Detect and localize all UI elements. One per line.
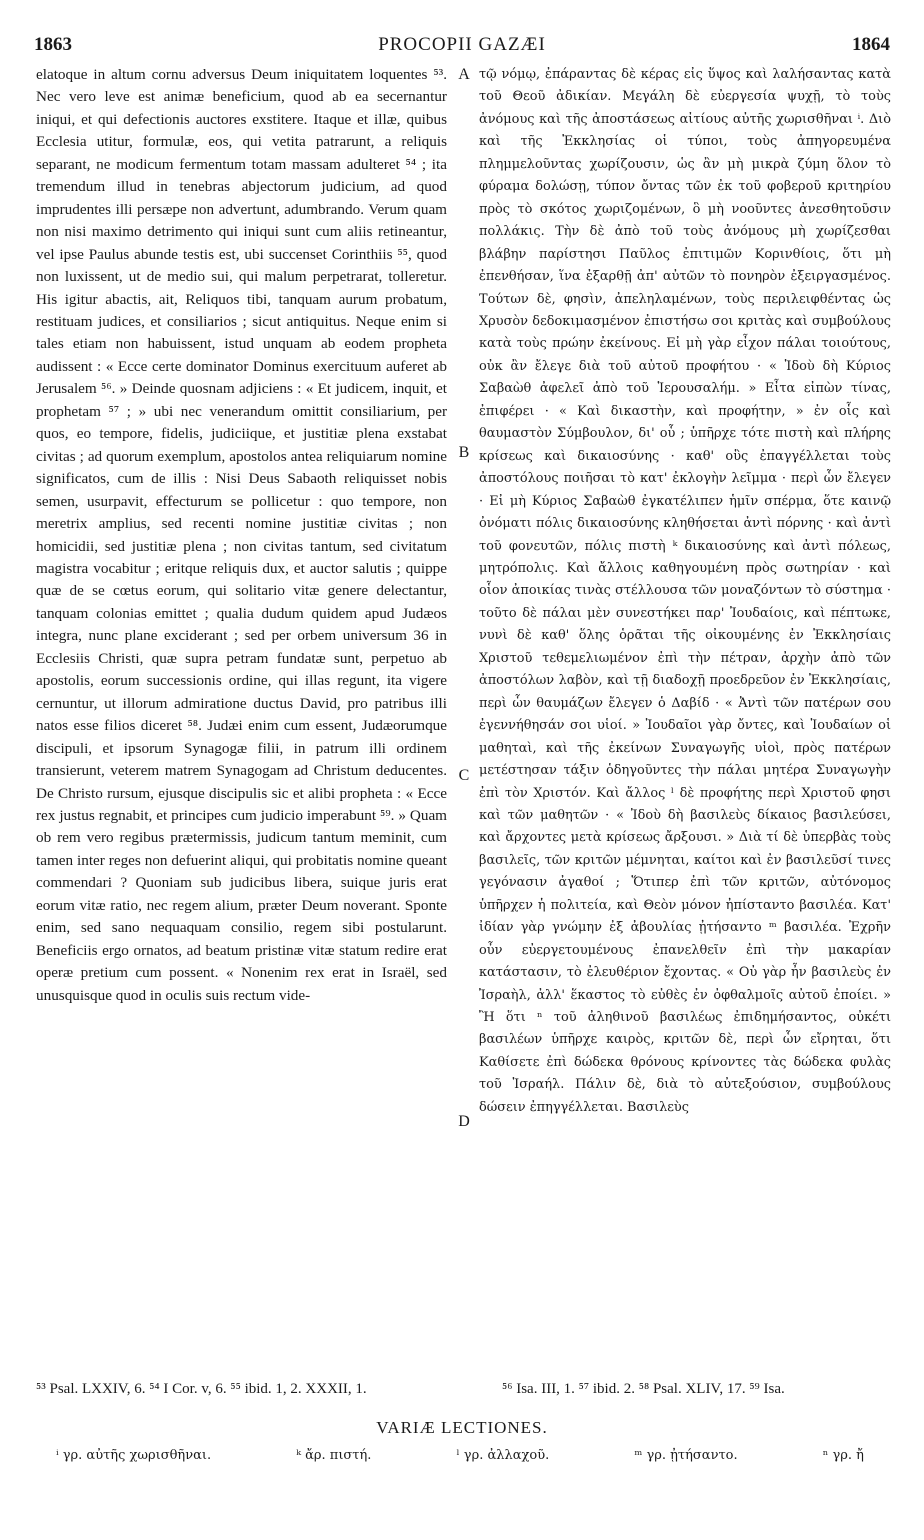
greek-column <box>479 64 891 1119</box>
margin-marker-d: D <box>458 1113 470 1130</box>
variant-reading: ˡ γρ. ἀλλαχοῦ. <box>456 1448 550 1463</box>
variant-reading: ᵐ γρ. ᾐτήσαντο. <box>634 1448 738 1463</box>
footnotes-right: ⁵⁶ Isa. III, 1. ⁵⁷ ibid. 2. ⁵⁸ Psal. XLIV, 17. ⁵⁹ Isa. <box>502 1381 785 1397</box>
page-number-left: 1863 <box>34 34 72 55</box>
footnotes-left: ⁵³ Psal. LXXIV, 6. ⁵⁴ I Cor. v, 6. ⁵⁵ ibid. 1, 2. XXXII, 1. <box>36 1381 367 1397</box>
running-title: PROCOPII GAZÆI <box>378 34 546 55</box>
margin-marker-c: C <box>458 767 470 784</box>
variant-reading: ⁱ γρ. αὐτῆς χωρισθῆναι. <box>56 1448 212 1463</box>
variant-reading: ⁿ γρ. ἤ <box>822 1448 864 1463</box>
latin-text: elatoque in altum cornu adversus Deum iniquitatem loquentes ⁵³. Nec vero leve est animæ beneficium, quod ab ea secernantur iniqui, et qui defectionis auctores exstitere. Itaque et illæ, quibus Ecclesia utitur, formulæ, eos, qui vetita patrarunt, a reliquis separant, ne modicum fermentum totam massam adulteret ⁵⁴ ; ita tremendum illud in tenebras abjectorum judicium, ad quod imprudentes illi persæpe non advertunt, adumbrando. Verum quam non nisi maximo detrimento qui iniqui sunt cum aliis retineantur, vel ipse Paulus abunde testis est, ubi succenset Corinthiis ⁵⁵, quod non luxissent, ut de medio sui, qui malum perpetrarat, tolleretur. His igitur abactis, ait, Reliquos tibi, tanquam aurum probatum, restituam judices, et consiliarios ; sicut antiquitus. Neque enim si tales etiam non habuissent, istud unquam ab eodem propheta audissent : « Ecce certe dominator Dominus exercituum auferet ab Jerusalem ⁵⁶. » Deinde quosnam adjiciens : « Et judicem, inquit, et prophetam ⁵⁷ ; » ubi nec venerandum omittit consiliarium, per quos, eo tempore, fidelis, judiciique, et justitiæ plena exstabat civitas ; ad quorum exemplum, apostolos antea reliquiarum nomine significatos, cum de illis : Nisi Deus Sabaoth reliquisset nobis semen, usurpavit, effecturum se pollicetur : quo tempore, non meretrix amplius, sed recenti nomine justitiæ civitas ; non homicidii, sed justitiæ plena ; non civitas tantum, sed civitatum magistra vocabitur ; eritque reliquis dux, et auctor salutis ; quippe quæ de se cœtus eorum, qui solitario vitæ genere delectantur, tanquam colonias emittet ; qualia dudum quidem apud Judæos integra, nunc plane exciderant ; sed per orbem universum 36 in Ecclesiis Christi, quæ supra petram fundatæ sunt, perpetuo ab apostolis, eorum successionis ordine, qui illas regunt, ita vigere cernuntur, ut illorum admiratione ductus David, pro patribus illi natos esse filios diceret ⁵⁸. Judæi enim cum essent, Judæorumque discipuli, et ipsorum Synagogæ filii, in patrum illi ordinem transierunt, veterem matrem Synagogam ad Christum deducentes. De Christo rursum, ejusque discipulis sic et alibi propheta : « Ecce rex justus regnabit, et principes cum judicio imperabunt ⁵⁹. » Quam ob rem vero regibus prætermissis, judicum tantum meminit, cum tamen inter reges non defuerint aliqui, qui probitatis nomine queant commendari ? Quoniam sub judicibus libera, suique juris erat eorum vitæ ratio, nec regem alium, præter Deum noverant. Sponte enim, sed sano nequaquam consilio, regem sibi postularunt. Beneficiis ergo ornatos, ad beatum pristinæ vitæ statum redire erat operæ pretium cum possent. « Nonenim rex erat in Israël, sed unusquisque quod in oculis suis rectum vide- <box>36 66 447 1004</box>
variae-lectiones-list <box>56 1446 864 1466</box>
margin-marker-b: B <box>458 444 470 461</box>
margin-marker-a: A <box>458 66 470 83</box>
page-number-right: 1864 <box>852 34 890 55</box>
variant-reading: ᵏ ἄρ. πιστή. <box>296 1448 372 1463</box>
greek-text: τῷ νόμῳ, ἐπάραντας δὲ κέρας εἰς ὕψος καὶ λαλήσαντας κατὰ τοῦ Θεοῦ ἀδικίαν. Μεγάλη δὲ εὐεργεσία ψυχῇ, τὸ τοὺς ἀνόμους καὶ τῆς ἀποστάσεως αἰτίους αὐτῆς χωρισθῆναι ⁱ. Διὸ καὶ τῆς Ἐκκλησίας οἱ τύποι, τοὺς ἀπηγορευμένα πλημμελοῦντας χωρίζουσιν, ὡς ἂν μὴ μικρὰ ζύμη ὅλον τὸ φύραμα δολώσῃ, τύπον ὄντας τῶν ἐκ τοῦ φοβεροῦ κριτηρίου πρὸς τὸ σκότος χωριζομένων, ὃ μὴ νοοῦντες ἀνεσθητοῦσιν πολλάκις. Τὴν δὲ ἀπὸ τοῦ τοὺς ἀνόμους μὴ χωρίζεσθαι βλάβην παρίστησι Παῦλος ἐπιτιμῶν Κορινθίοις, ὅτι μὴ ἐπενθήσαν, ἵνα ἐξαρθῇ ἀπ' αὐτῶν τὸ πονηρὸν ἐξειργασμένος. Τούτων δὲ, φησὶν, ἀπεληλαμένων, τοὺς περιλειφθέντας ὡς Χρυσὸν δεδοκιμασμένον ἐπιστήσω σοι κριτὰς καὶ συμβούλους κατὰ τοὺς πρώην ἐκείνους. Εἰ μὴ γὰρ εἶχον πάλαι τοιούτους, οὐκ ἂν ἔλεγε διὰ τοῦ αὐτοῦ προφήτου · « Ἰδοὺ δὴ Κύριος Σαβαὼθ ἀφελεῖ ἀπὸ τοῦ Ἱερουσαλήμ. » Εἶτα εἰπὼν τίνας, ἐπιφέρει · « Καὶ δικαστὴν, καὶ προφήτην, » ἐν οἷς καὶ θαυμαστὸν Σύμβουλον, δι' οὗ ; ὑπῆρχε τότε πιστὴ καὶ πλήρης κρίσεως καὶ δικαιοσύνης · καθ' οὓς ἐπαγγέλλεται τοὺς ἀποστόλους ποιῆσαι τὸ κατ' ἐκλογὴν λεῖμμα · περὶ ὧν ἔλεγεν · Εἰ μὴ Κύριος Σαβαὼθ ἐγκατέλιπεν ἡμῖν σπέρμα, ὅτε καινῷ ὀνόματι πόλις δικαιοσύνης κληθήσεται ἀντὶ πόρνης · καὶ ἀντὶ τοῦ φονευτῶν, πόλις πιστὴ ᵏ δικαιοσύνης καὶ ἀντὶ πόλεως, μητρόπολις. Καὶ ἄλλοις καθηγουμένη πρὸς σωτηρίαν · καὶ οἷον ἀποικίας τινὰς στέλλουσα τῶν μοναζόντων τὸ σύστημα · τοῦτο δὲ πάλαι μὲν συνεστήκει παρ' Ἰουδαίοις, καὶ πέπτωκε, νυνὶ δὲ καθ' ὅλης ὁρᾶται τῆς οἰκουμένης ἐν Ἐκκλησίαις Χριστοῦ τεθεμελιωμένον ἐπὶ τὴν πέτραν, ἀρχὴν ἀπὸ τῶν ἀποστόλων λαβὸν, καὶ τῇ διαδοχῇ προεδρεῦον ἐν Ἐκκλησίαις, περὶ ὧν θαυμάζων ἔλεγεν ὁ Δαβίδ · « Ἀντὶ τῶν πατέρων σου ἐγεννήθησάν σοι υἱοί. » Ἰουδαῖοι γὰρ ὄντες, καὶ Ἰουδαίων οἱ μαθηταὶ, καὶ τῆς ἐκείνων Συναγωγῆς υἱοὶ, πρὸς πατέρων μετέστησαν τάξιν ὁδηγοῦντες τὴν πάλαι μητέρα Συναγωγὴν ἐπὶ τὸν Χριστόν. Καὶ ἄλλος ˡ δὲ προφήτης περὶ Χριστοῦ φησι καὶ τῶν μαθητῶν · « Ἰδοὺ δὴ βασιλεὺς δίκαιος βασιλεύσει, καὶ ἄρχοντες μετὰ κρίσεως ἄρξουσι. » Διὰ τί δὲ ὑπερβὰς τοὺς βασιλεῖς, τῶν κριτῶν μέμνηται, καίτοι καὶ ἐν βασιλεῦσί τινες γεγόνασιν ἀγαθοί ; Ὅτιπερ ἐπὶ τῶν κριτῶν, αὐτόνομος ὑπῆρχεν ἡ πολιτεία, καὶ Θεὸν μόνον ἠπίσταντο βασιλέα. Κατ' ἰδίαν γὰρ γνώμην ἐξ ἀβουλίας ᾐτήσαντο ᵐ βασιλέα. Ἐχρῆν οὖν εὐεργετουμένους ἐπανελθεῖν ἐπὶ τὴν μακαρίαν κατάστασιν, τὸ ἐλευθέριον ἔχοντας. « Οὐ γὰρ ἦν βασιλεὺς ἐν Ἰσραὴλ, ἀλλ' ἕκαστος τὸ εὐθὲς ἐν ὀφθαλμοῖς αὐτοῦ ἐποίει. » Ἢ ὅτι ⁿ τοῦ ἀληθινοῦ βασιλέως ἐπιδημήσαντος, οὐκέτι βασιλέων ὑπῆρχε καιρὸς, κριτῶν δὲ, περὶ ὧν εἴρηται, ὅτι Καθίσετε ἐπὶ δώδεκα θρόνους κρίνοντες τὰς δώδεκα φυλὰς τοῦ Ἰσραήλ. Πάλιν δὲ, διὰ τὸ αὐτεξούσιον, συμβούλους δώσειν ἐπηγγέλλεται. Βασιλεὺς <box>479 67 891 1115</box>
latin-column <box>36 64 447 1007</box>
variae-lectiones-title: VARIÆ LECTIONES. <box>376 1418 548 1437</box>
page-header <box>34 34 890 64</box>
